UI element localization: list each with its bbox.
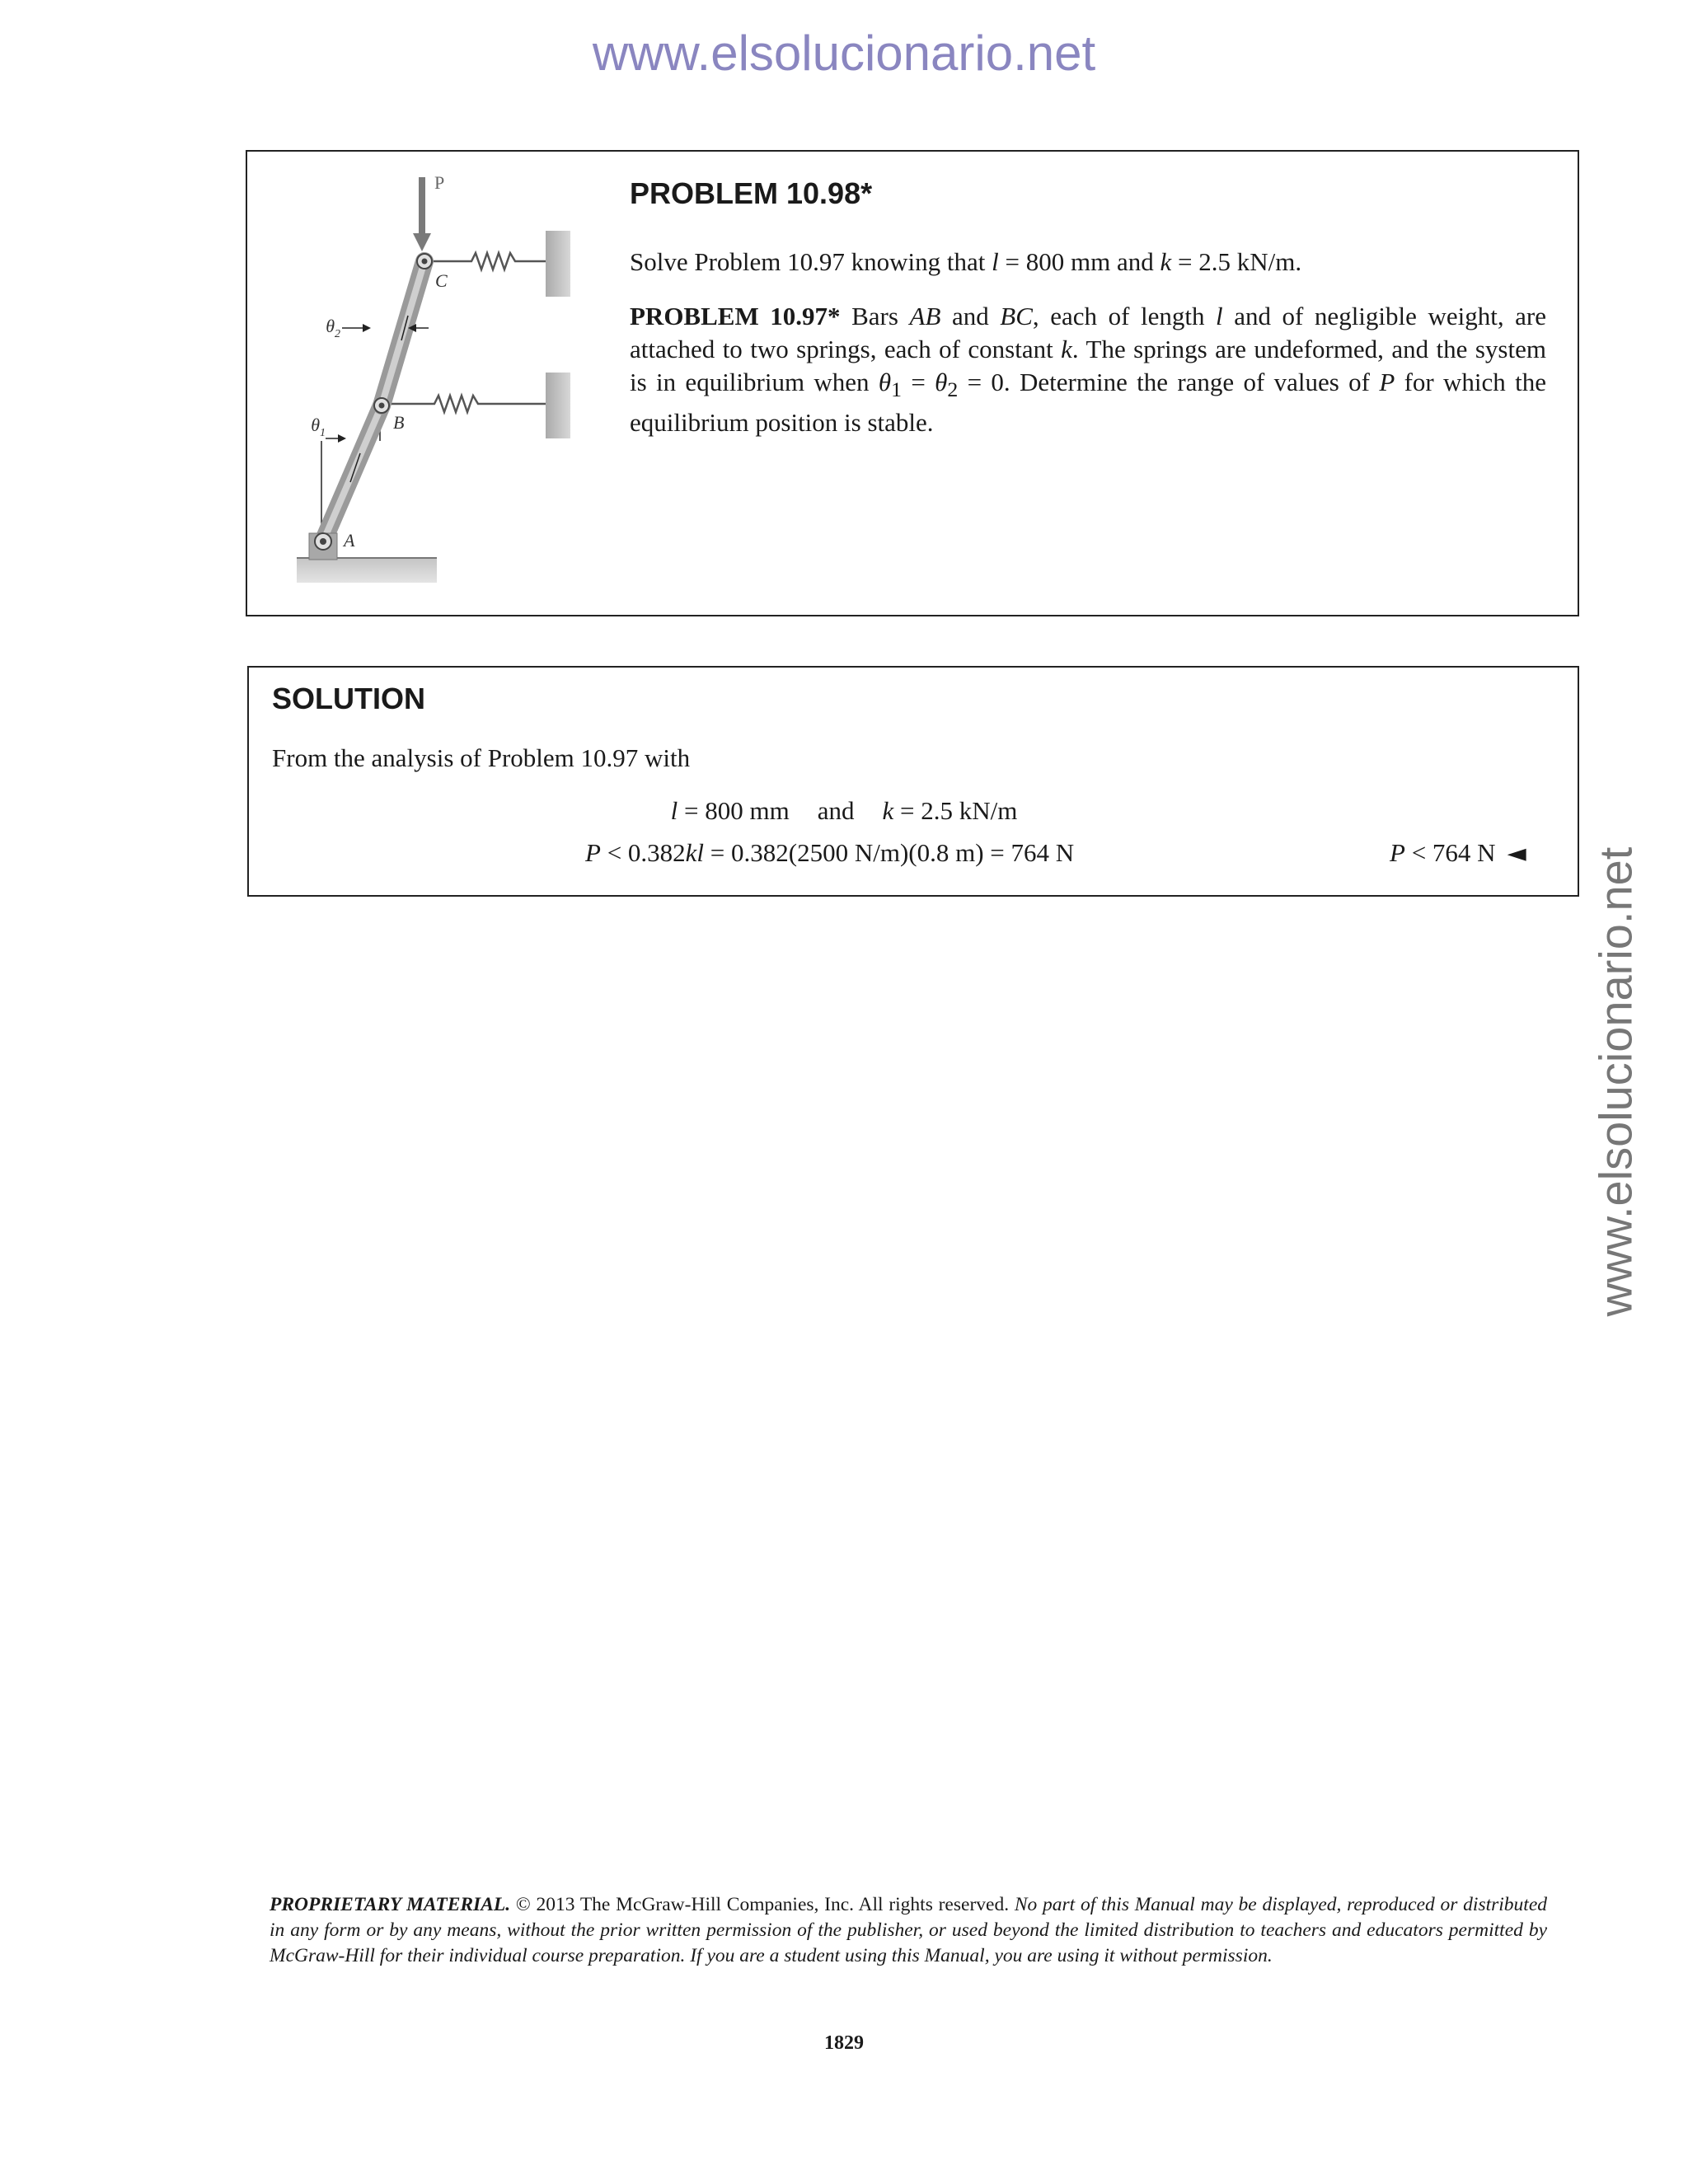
wall-upper (546, 231, 570, 297)
problem-text (630, 176, 1546, 439)
label-b: B (393, 412, 405, 433)
mechanism-figure (293, 169, 589, 598)
related-problem: PROBLEM 10.97* Bars AB and BC, each of length l and of negligible weight, are attached to two springs, each of constant k. The springs are undeformed, and the system is in equilibrium when $\theta_1 = \theta_2 = 0$. Determine the range of values of P for which the equilibrium position is stable. (630, 302, 1547, 438)
label-c: C (435, 270, 448, 291)
problem-statement: Solve Problem 10.97 knowing that l = 800 mm and k = 2.5 kN/m. (630, 247, 1302, 276)
related-problem-title: PROBLEM 10.97* (630, 302, 841, 330)
label-a: A (344, 530, 355, 551)
watermark-top: www.elsolucionario.net (592, 26, 1096, 81)
label-p: P (434, 172, 445, 193)
solution-intro: From the analysis of Problem 10.97 with (272, 743, 691, 772)
spring-upper (424, 253, 546, 269)
answer-marker-icon: ◄ (1507, 839, 1526, 868)
label-theta1: θ (311, 415, 320, 435)
svg-text:θ1: $\theta_1$ (311, 415, 326, 439)
solution-title: SOLUTION (272, 682, 425, 715)
final-answer: P < 764 N ◄ (1390, 838, 1526, 868)
page-number: 1829 (824, 2032, 864, 2054)
label-theta2: θ (326, 316, 335, 336)
stability-equation: P < 0.382kl = 0.382(2500 N/m)(0.8 m) = 764 N (585, 838, 1075, 867)
wall-lower (546, 373, 570, 438)
problem-title: PROBLEM 10.98* (630, 176, 873, 210)
svg-text:θ2: $\theta_2$ (326, 316, 340, 340)
given-values-equation: l = 800 mm and k = 2.5 kN/m (670, 796, 1018, 825)
ground (297, 558, 437, 583)
spring-lower (385, 396, 546, 412)
watermark-side: www.elsolucionario.net (1589, 846, 1642, 1317)
copyright-footer: PROPRIETARY MATERIAL. © 2013 The McGraw-Hill Companies, Inc. All rights reserved. No part of this Manual may be displayed, reproduced or distributed in any form or by any means, without the prior written permission of the publisher, or used beyond the limited distribution to teachers and educators permitted by McGraw-Hill for their individual course preparation. If you are a student using this Manual, you are using it without permission. (270, 1894, 1548, 1966)
